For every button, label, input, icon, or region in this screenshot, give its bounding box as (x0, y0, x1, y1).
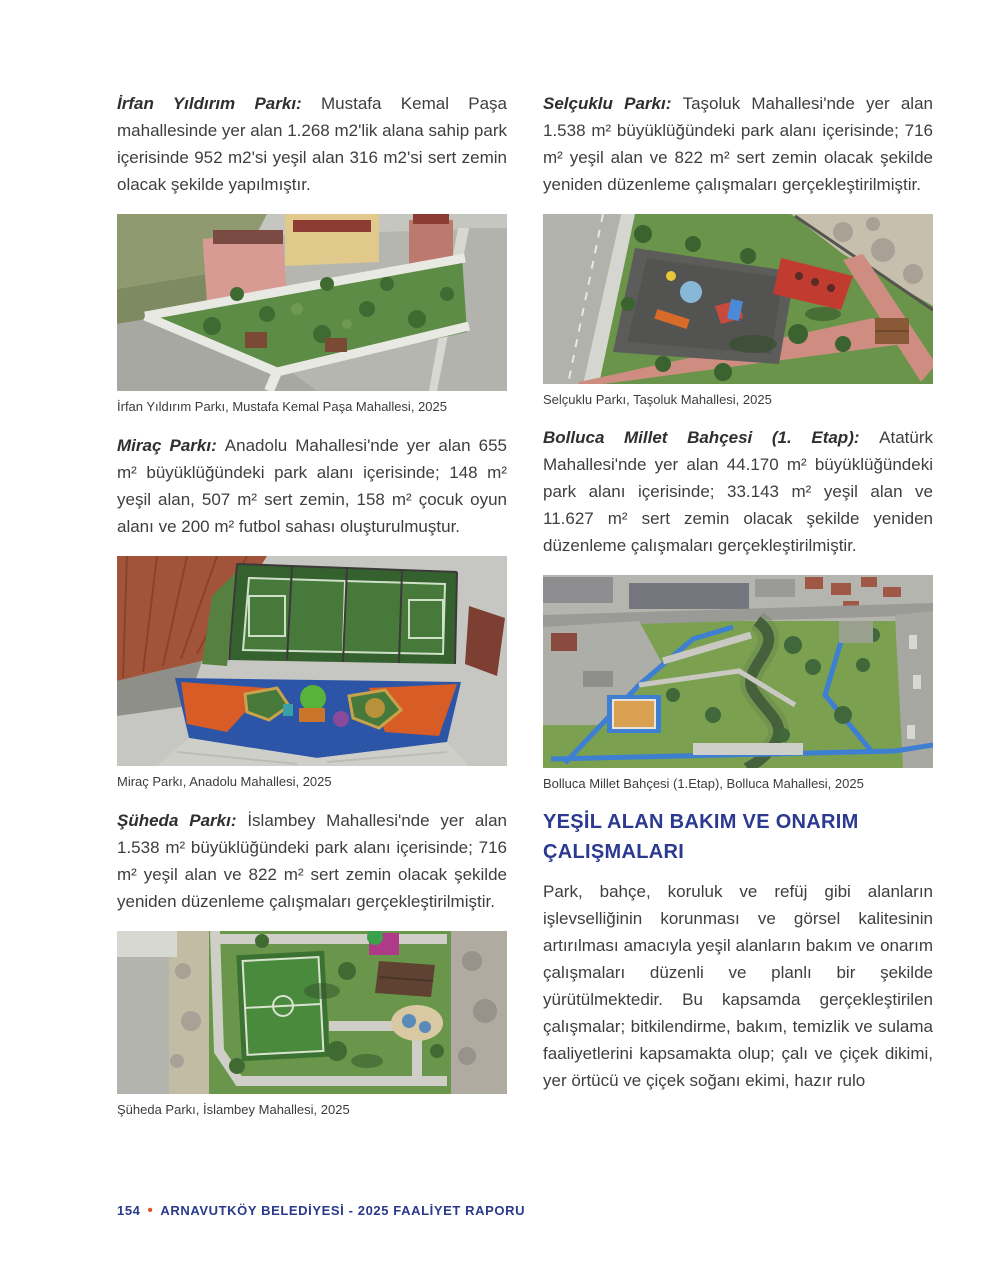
aerial-photo-playground-pitch (117, 556, 507, 766)
footer-report-title: ARNAVUTKÖY BELEDİYESİ - 2025 FAALİYET RAPORU (160, 1203, 526, 1218)
aerial-photo-playground-fitness (543, 214, 933, 384)
paragraph-bolluca-millet-bahcesi (543, 424, 933, 559)
photo-irfan-yildirim-parki (117, 214, 507, 416)
park-name-irfan: İrfan Yıldırım Parkı: (117, 94, 322, 113)
paragraph-selcuklu-parki (543, 90, 933, 198)
aerial-photo-riverside-park (543, 575, 933, 768)
park-name-suheda: Şüheda Parkı: (117, 811, 248, 830)
caption-bolluca: Bolluca Millet Bahçesi (1.Etap), Bolluca Mahallesi, 2025 (543, 776, 864, 791)
paragraph-irfan-yildirim-parki (117, 90, 507, 198)
page-footer (117, 1202, 525, 1219)
paragraph-suheda-parki (117, 807, 507, 915)
aerial-photo-triangular-park (117, 214, 507, 391)
photo-bolluca-millet-bahcesi (543, 575, 933, 793)
paragraph-irfan-text: Mustafa Kemal Paşa mahallesinde yer alan 1.268 m2'lik alana sahip park içerisinde 952 m2'si yeşil alan 316 m2'si sert zemin olacak şekilde yapılmıştır. (117, 94, 508, 194)
section-heading-yesil-alan-bakim: YEŞİL ALAN BAKIM VE ONARIM ÇALIŞMALARI (543, 811, 859, 863)
paragraph-suheda-text: İslambey Mahallesi'nde yer alan 1.538 m² büyüklüğündeki park alanı içerisinde; 716 m² yeşil alan ve 822 m² sert zemin olacak şekilde yeniden düzenleme çalışmaları gerçekleştirilmiştir. (117, 811, 507, 911)
paragraph-bolluca-text: Atatürk Mahallesi'nde yer alan 44.170 m² büyüklüğündeki park alanı içerisinde; 33.143 m² yeşil alan ve 11.627 m² sert zemin olacak şekilde yeniden düzenleme çalışmaları gerçekleştirilmiştir. (543, 428, 933, 555)
two-column-layout (117, 90, 933, 1119)
page-number: 154 (117, 1203, 141, 1218)
park-name-mirac: Miraç Parkı: (117, 436, 225, 455)
paragraph-mirac-text: Anadolu Mahallesi'nde yer alan 655 m² büyüklüğündeki park alanı içerisinde; 148 m² yeşil alan, 507 m² sert zemin, 158 m² çocuk oyun alanı ve 200 m² futbol sahası oluşturulmuştur. (117, 436, 507, 536)
paragraph-mirac-parki (117, 432, 507, 540)
paragraph-selcuklu-text: Taşoluk Mahallesi'nde yer alan 1.538 m² büyüklüğündeki park alanı içerisinde; 716 m² yeşil alan ve 822 m² sert zemin olacak şekilde yeniden düzenleme çalışmaları gerçekleştirilmiştir. (543, 94, 933, 194)
caption-selcuklu: Selçuklu Parkı, Taşoluk Mahallesi, 2025 (543, 392, 772, 407)
caption-irfan: İrfan Yıldırım Parkı, Mustafa Kemal Paşa Mahallesi, 2025 (117, 399, 447, 414)
aerial-photo-court-park (117, 931, 507, 1094)
caption-suheda: Şüheda Parkı, İslambey Mahallesi, 2025 (117, 1102, 350, 1117)
footer-bullet-icon: • (147, 1202, 154, 1219)
park-name-bolluca: Bolluca Millet Bahçesi (1. Etap): (543, 428, 880, 447)
left-column (117, 90, 507, 1119)
park-name-selcuklu: Selçuklu Parkı: (543, 94, 683, 113)
photo-selcuklu-parki (543, 214, 933, 409)
right-column (543, 90, 933, 1119)
photo-mirac-parki (117, 556, 507, 791)
caption-mirac: Miraç Parkı, Anadolu Mahallesi, 2025 (117, 774, 332, 789)
paragraph-maintenance: Park, bahçe, koruluk ve refüj gibi alanların işlevselliğinin korunması ve görsel kalitesinin artırılması amacıyla yeşil alanların bakım ve onarım çalışmaları düzenli ve planlı bir şekilde yürütülmektedir. Bu kapsamda gerçekleştirilen çalışmalar; bitkilendirme, bakım, temizlik ve sulama faaliyetlerini kapsamakta olup; çalı ve çiçek dikimi, yer örtücü ve çiçek soğanı ekimi, hazır rulo (543, 882, 933, 1090)
photo-suheda-parki (117, 931, 507, 1119)
